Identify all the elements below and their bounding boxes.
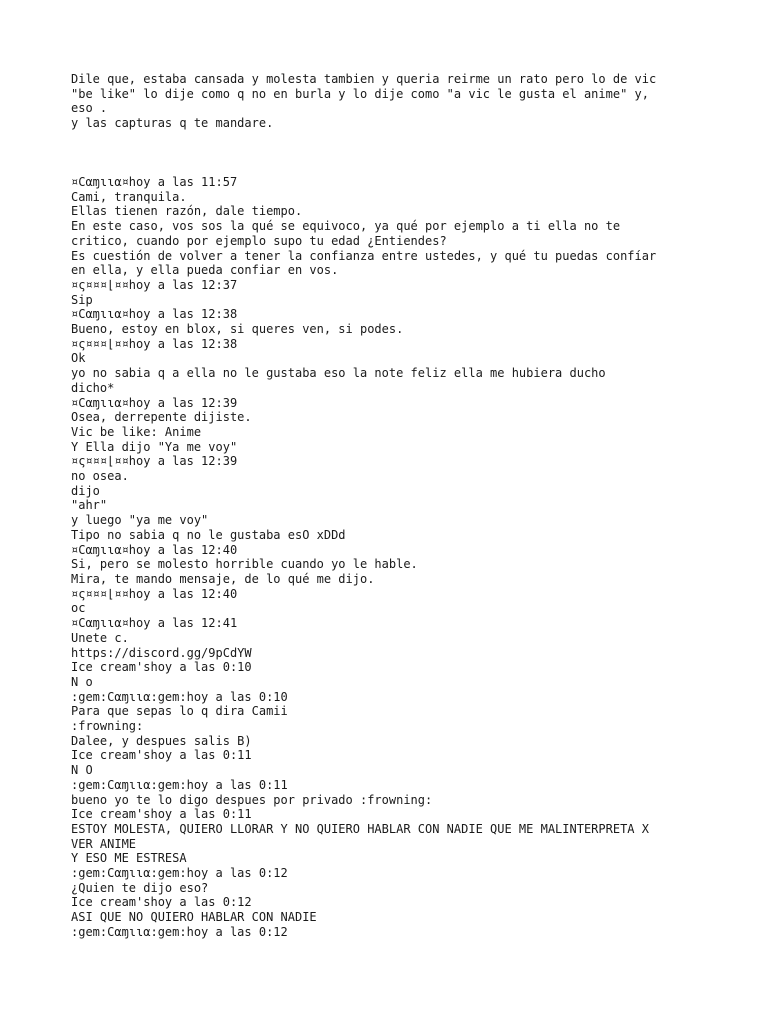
message-text: Es cuestión de volver a tener la confianza entre ustedes, y qué tu puedas confíar <box>71 248 657 263</box>
message-text: Unete c. <box>71 630 129 645</box>
message-text: ESTOY MOLESTA, QUIERO LLORAR Y NO QUIERO HABLAR CON NADIE QUE ME MALINTERPRETA X <box>71 821 649 836</box>
message-text: Y ESO ME ESTRESA <box>71 851 187 866</box>
message-header: :gem:Cαɱɩɩα:gem:hoy a las 0:12 <box>71 866 288 881</box>
message-header: ¤ς¤¤¤⌊¤¤hoy a las 12:39 <box>71 454 238 469</box>
message-text: Tipo no sabia q no le gustaba esO xDDd <box>71 527 346 542</box>
message-text: N O <box>71 763 93 778</box>
message-header: :gem:Cαɱɩɩα:gem:hoy a las 0:10 <box>71 689 288 704</box>
message-text: N o <box>71 674 93 689</box>
message-text: :frowning: <box>71 719 144 734</box>
message-text: bueno yo te lo digo despues por privado :frowning: <box>71 792 433 807</box>
message-text: Ok <box>71 351 86 366</box>
message-header: Ice cream'shoy a las 0:10 <box>71 660 252 675</box>
message-text: Dalee, y despues salis B) <box>71 733 252 748</box>
message-text: Osea, derrepente dijiste. <box>71 410 252 425</box>
invite-link: https://discord.gg/9pCdYW <box>71 645 252 660</box>
message-text: dijo <box>71 483 100 498</box>
message-text: Cami, tranquila. <box>71 189 187 204</box>
message-text: Mira, te mando mensaje, de lo qué me dijo. <box>71 571 375 586</box>
message-text: oc <box>71 601 86 616</box>
intro-line: y las capturas q te mandare. <box>71 116 274 131</box>
message-text: Bueno, estoy en blox, si queres ven, si podes. <box>71 322 404 337</box>
message-header: ¤Cαɱɩɩα¤hoy a las 12:40 <box>71 542 238 557</box>
message-header: :gem:Cαɱɩɩα:gem:hoy a las 0:11 <box>71 777 288 792</box>
message-text: ¿Quien te dijo eso? <box>71 880 209 895</box>
message-header: ¤ς¤¤¤⌊¤¤hoy a las 12:38 <box>71 336 238 351</box>
message-text: "ahr" <box>71 498 108 513</box>
message-text: Si, pero se molesto horrible cuando yo le hable. <box>71 557 418 572</box>
message-text: Para que sepas lo q dira Camii <box>71 704 288 719</box>
message-text: Vic be like: Anime <box>71 424 202 439</box>
message-header: :gem:Cαɱɩɩα:gem:hoy a las 0:12 <box>71 924 288 939</box>
message-text: ASI QUE NO QUIERO HABLAR CON NADIE <box>71 910 317 925</box>
message-header: ¤Cαɱɩɩα¤hoy a las 12:41 <box>71 616 238 631</box>
intro-line: "be like" lo dije como q no en burla y lo dije como "a vic le gusta el anime" y, <box>71 86 649 101</box>
message-text: En este caso, vos sos la qué se equivoco, ya qué por ejemplo a ti ella no te <box>71 219 621 234</box>
message-header: Ice cream'shoy a las 0:11 <box>71 807 252 822</box>
message-header: ¤ς¤¤¤⌊¤¤hoy a las 12:37 <box>71 277 238 292</box>
chat-transcript <box>71 175 711 940</box>
message-header: Ice cream'shoy a las 0:11 <box>71 748 252 763</box>
message-text: Ellas tienen razón, dale tiempo. <box>71 204 303 219</box>
message-text: yo no sabia q a ella no le gustaba eso la note feliz ella me hubiera ducho <box>71 366 606 381</box>
message-text: VER ANIME <box>71 836 137 851</box>
message-text: dicho* <box>71 380 115 395</box>
intro-paragraph <box>71 72 711 131</box>
intro-line: Dile que, estaba cansada y molesta tambien y queria reirme un rato pero lo de vic <box>71 72 657 86</box>
message-header: ¤Cαɱɩɩα¤hoy a las 11:57 <box>71 175 238 189</box>
message-text: Sip <box>71 292 93 307</box>
message-header: ¤Cαɱɩɩα¤hoy a las 12:38 <box>71 307 238 322</box>
message-header: ¤Cαɱɩɩα¤hoy a las 12:39 <box>71 395 238 410</box>
message-text: no osea. <box>71 469 129 484</box>
message-header: ¤ς¤¤¤⌊¤¤hoy a las 12:40 <box>71 586 238 601</box>
message-text: y luego "ya me voy" <box>71 513 209 528</box>
message-text: en ella, y ella pueda confiar en vos. <box>71 263 339 278</box>
message-text: Y Ella dijo "Ya me voy" <box>71 439 238 454</box>
intro-line: eso . <box>71 101 108 116</box>
message-header: Ice cream'shoy a las 0:12 <box>71 895 252 910</box>
message-text: critico, cuando por ejemplo supo tu edad ¿Entiendes? <box>71 233 447 248</box>
